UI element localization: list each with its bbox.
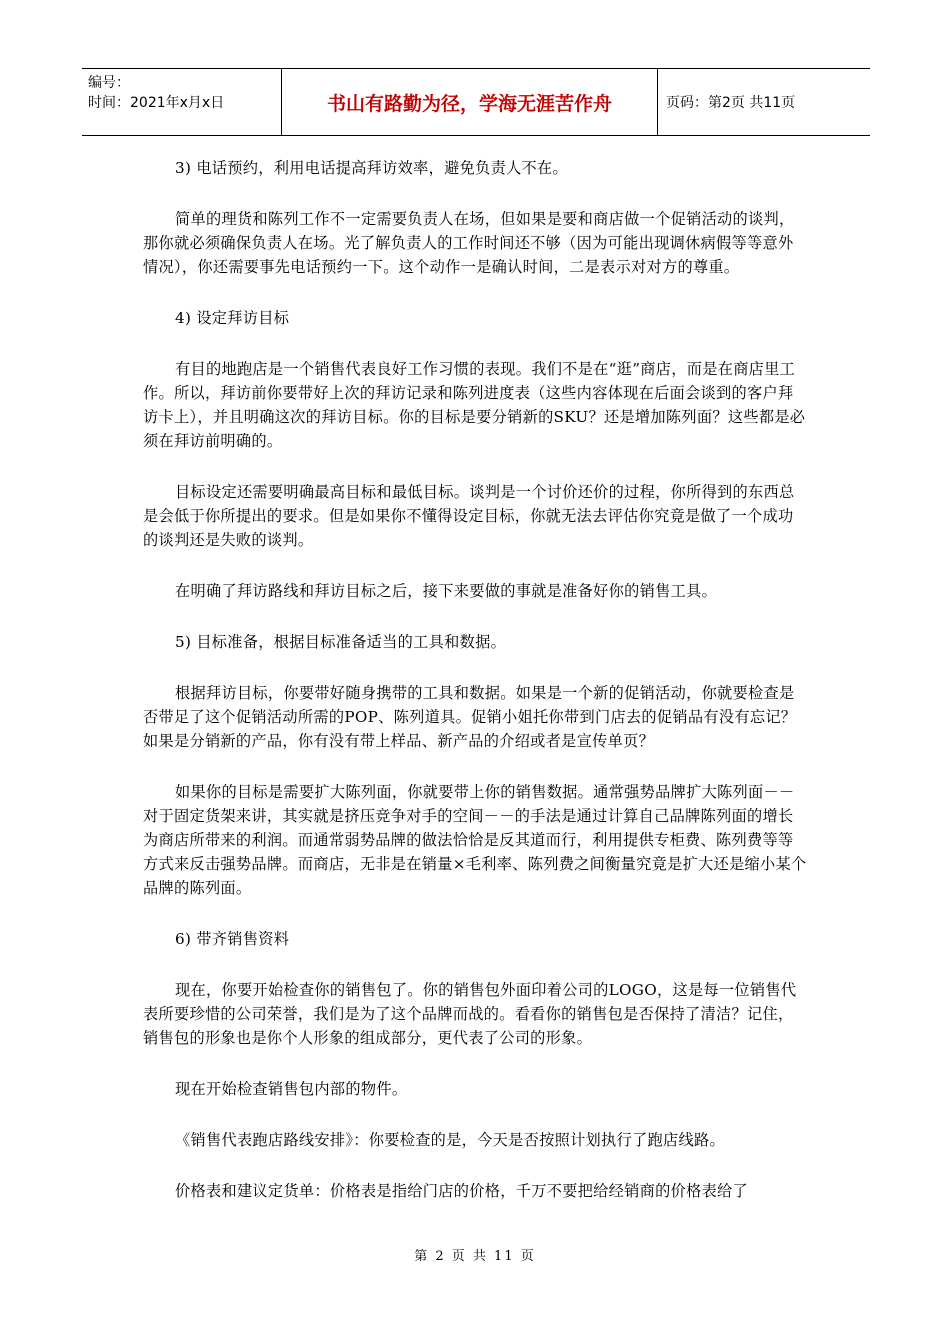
paragraph: 简单的理货和陈列工作不一定需要负责人在场，但如果是要和商店做一个促销活动的谈判，那你就必须确保负责人在场。光了解负责人的工作时间还不够（因为可能出现调休病假等等意外情况），你还需要事先电话预约一下。这个动作一是确认时间，二是表示对对方的尊重。 <box>143 210 795 276</box>
paragraph: 现在开始检查销售包内部的物件。 <box>175 1080 408 1098</box>
paragraph: 根据拜访目标，你要带好随身携带的工具和数据。如果是一个新的促销活动，你就要检查是否带足了这个促销活动所需的POP、陈列道具。促销小姐托你带到门店去的促销品有没有忘记？如果是分销新的产品，你有没有带上样品、新产品的介绍或者是宣传单页？ <box>143 684 797 750</box>
page-footer: 第 2 页 共 11 页 <box>414 1249 536 1264</box>
header-meta <box>82 69 282 135</box>
paragraph: 在明确了拜访路线和拜访目标之后，接下来要做的事就是准备好你的销售工具。 <box>175 582 718 600</box>
section-heading: 6) 带齐销售资料 <box>175 930 290 948</box>
paragraph: 有目的地跑店是一个销售代表良好工作习惯的表现。我们不是在“逛”商店，而是在商店里工作。所以，拜访前你要带好上次的拜访记录和陈列进度表（这些内容体现在后面会谈到的客户拜访卡上），并且明确这次的拜访目标。你的目标是要分销新的SKU？还是增加陈列面？这些都是必须在拜访前明确的。 <box>143 360 806 450</box>
section-heading: 4) 设定拜访目标 <box>175 309 290 327</box>
document-number-label: 编号： <box>88 75 130 91</box>
paragraph: 价格表和建议定货单：价格表是指给门店的价格，千万不要把给经销商的价格表给了 <box>175 1182 749 1200</box>
document-date-label: 时间：2021年x月x日 <box>88 95 225 111</box>
paragraph: 目标设定还需要明确最高目标和最低目标。谈判是一个讨价还价的过程，你所得到的东西总是会低于你所提出的要求。但是如果你不懂得设定目标，你就无法去评估你究竟是做了一个成功的谈判还是失败的谈判。 <box>143 483 795 549</box>
paragraph: 《销售代表跑店路线安排》：你要检查的是，今天是否按照计划执行了跑店线路。 <box>175 1131 725 1149</box>
paragraph: 如果你的目标是需要扩大陈列面，你就要带上你的销售数据。通常强势品牌扩大陈列面－－对于固定货架来讲，其实就是挤压竞争对手的空间－－的手法是通过计算自己品牌陈列面的增长为商店所带来的利润。而通常弱势品牌的做法恰恰是反其道而行，利用提供专柜费、陈列费等等方式来反击强势品牌。而商店，无非是在销量×毛利率、陈列费之间衡量究竟是扩大还是缩小某个品牌的陈列面。 <box>143 783 807 897</box>
header-page-info: 页码：第2页 共11页 <box>666 95 796 111</box>
page-header <box>82 68 870 136</box>
paragraph: 3) 电话预约，利用电话提高拜访效率，避免负责人不在。 <box>175 159 569 177</box>
paragraph: 现在，你要开始检查你的销售包了。你的销售包外面印着公司的LOGO，这是每一位销售代表所要珍惜的公司荣誉，我们是为了这个品牌而战的。看看你的销售包是否保持了清洁？记住，销售包的形象也是你个人形象的组成部分，更代表了公司的形象。 <box>143 981 797 1047</box>
section-heading: 5) 目标准备，根据目标准备适当的工具和数据。 <box>175 633 507 651</box>
document-body <box>143 156 808 1230</box>
header-motto: 书山有路勤为径，学海无涯苦作舟 <box>282 69 658 135</box>
